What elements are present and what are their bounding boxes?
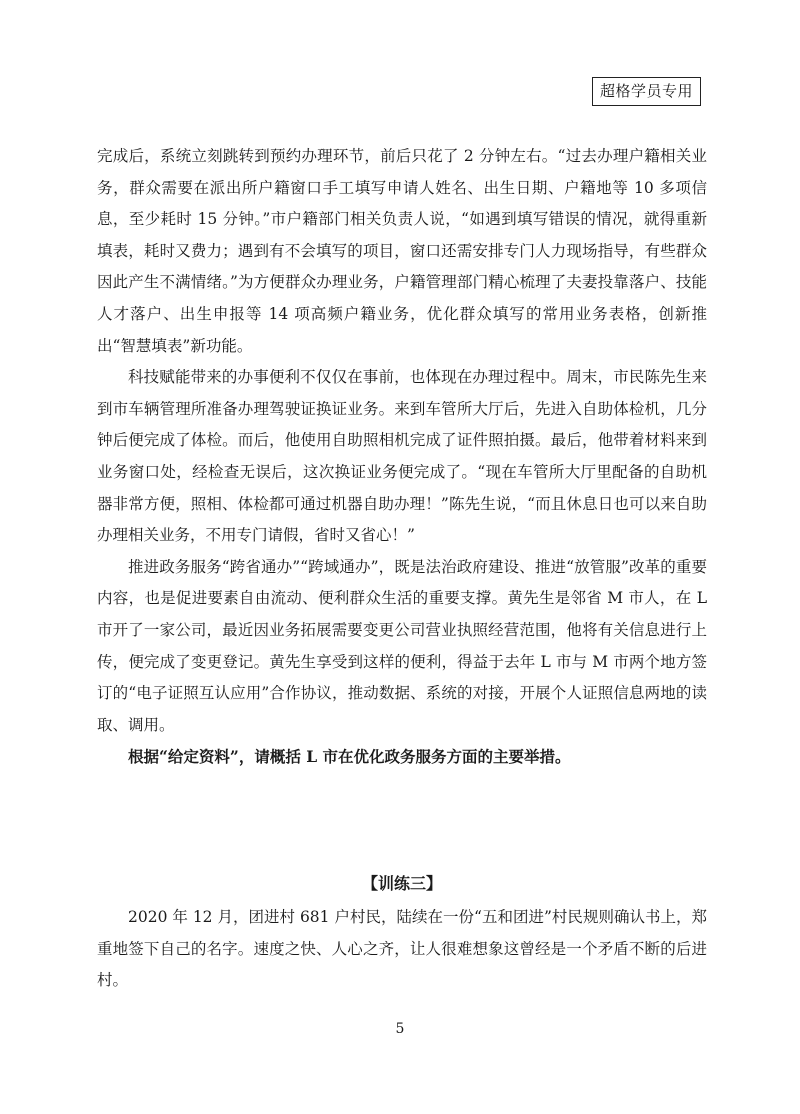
paragraph-1: 完成后，系统立刻跳转到预约办理环节，前后只花了 2 分钟左右。“过去办理户籍相关业务，群众需要在派出所户籍窗口手工填写申请人姓名、出生日期、户籍地等 10 多项信息，至少耗时 15 分钟。”市户籍部门相关负责人说，“如遇到填写错误的情况，就得重新填表，耗时又费力；遇到有不会填写的项目，窗口还需安排专门人力现场指导，有些群众因此产生不满情绪。”为方便群众办理业务，户籍管理部门精心梳理了夫妻投靠落户、技能人才落户、出生申报等 14 项高频户籍业务，优化群众填写的常用业务表格，创新推出“智慧填表”新功能。 [97,147,707,355]
section-paragraph-1: 2020 年 12 月，团进村 681 户村民，陆续在一份“五和团进”村民规则确认书上，郑重地签下自己的名字。速度之快、人心之齐，让人很难想象这曾经是一个矛盾不断的后进村。 [97,908,707,990]
exclusive-use-stamp: 超格学员专用 [592,77,701,106]
paragraph-2: 科技赋能带来的办事便利不仅仅在事前，也体现在办理过程中。周末，市民陈先生来到市车辆管理所准备办理驾驶证换证业务。来到车管所大厅后，先进入自助体检机，几分钟后便完成了体检。而后，他使用自助照相机完成了证件照拍摄。最后，他带着材料来到业务窗口处，经检查无误后，这次换证业务便完成了。“现在车管所大厅里配备的自助机器非常方便，照相、体检都可通过机器自助办理！”陈先生说，“而且休息日也可以来自助办理相关业务，不用专门请假，省时又省心！” [97,368,707,545]
material-text [97,141,707,773]
page-number: 5 [395,1021,405,1037]
question-prompt: 根据“给定资料”，请概括 L 市在优化政务服务方面的主要举措。 [128,747,571,767]
section-text [97,902,707,997]
paragraph-3: 推进政务服务“跨省通办”“跨域通办”，既是法治政府建设、推进“放管服”改革的重要内容，也是促进要素自由流动、便利群众生活的重要支撑。黄先生是邻省 M 市人，在 L 市开了一家公司，最近因业务拓展需要变更公司营业执照经营范围，他将有关信息进行上传，便完成了变更登记。黄先生享受到这样的便利，得益于去年 L 市与 M 市两个地方签订的“电子证照互认应用”合作协议，推动数据、系统的对接，开展个人证照信息两地的读取、调用。 [97,557,707,734]
section-title: 【训练三】 [361,874,442,893]
